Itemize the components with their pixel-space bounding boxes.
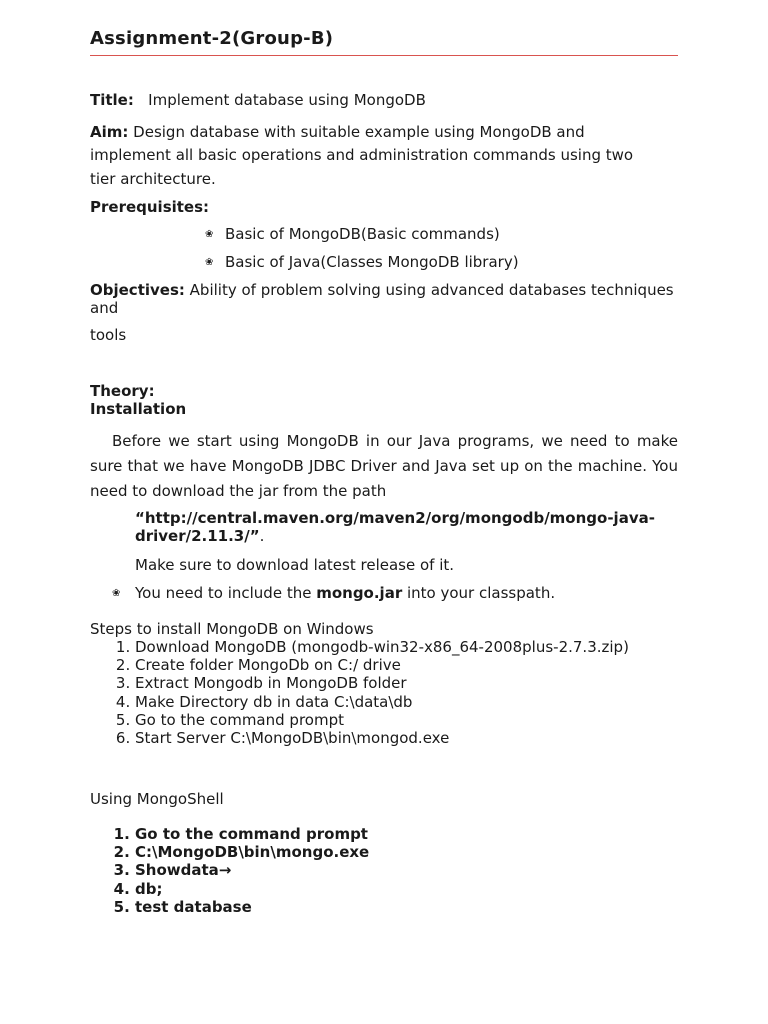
- bullet-icon: ❀: [205, 257, 214, 268]
- aim-text-line-3: tier architecture.: [90, 170, 216, 188]
- list-item: 6. Start Server C:\MongoDB\bin\mongod.exe: [135, 729, 629, 747]
- install-steps-heading: Steps to install MongoDB on Windows: [90, 620, 374, 638]
- title-text: Implement database using MongoDB: [148, 91, 426, 109]
- aim-label: Aim:: [90, 123, 129, 141]
- prerequisites-label: [90, 198, 209, 216]
- theory-label: [90, 382, 155, 400]
- mongoshell-heading: Using MongoShell: [90, 790, 224, 808]
- list-item: 2. C:\MongoDB\bin\mongo.exe: [135, 843, 369, 861]
- aim-row: [90, 123, 585, 141]
- include-jar-text-post: into your classpath.: [402, 584, 556, 602]
- bullet-icon: ❀: [112, 588, 121, 599]
- list-item: 5. test database: [135, 898, 369, 916]
- bullet-icon: ❀: [205, 229, 214, 240]
- objectives-row: [90, 281, 674, 299]
- objectives-text-line-3: tools: [90, 326, 127, 344]
- list-item: 4. db;: [135, 880, 369, 898]
- latest-release-note: Make sure to download latest release of it.: [135, 556, 455, 574]
- include-jar-filename: mongo.jar: [316, 584, 403, 602]
- install-steps-list: [90, 638, 629, 747]
- title-row: [90, 91, 426, 109]
- assignment-heading: Assignment-2(Group-B): [90, 28, 334, 49]
- mongoshell-steps-list: [90, 825, 369, 916]
- aim-text-line-2: implement all basic operations and administration commands using two: [90, 146, 634, 164]
- objectives-label: Objectives:: [90, 281, 185, 299]
- download-url: [135, 509, 680, 545]
- list-item: 3. Showdata→: [135, 861, 369, 879]
- objectives-text-line-1: Ability of problem solving using advanced databases techniques: [189, 281, 674, 299]
- prerequisite-item-text: Basic of MongoDB(Basic commands): [225, 225, 500, 243]
- installation-label-text: Installation: [90, 400, 187, 418]
- heading-divider: [90, 55, 678, 56]
- list-item: 3. Extract Mongodb in MongoDB folder: [135, 674, 629, 692]
- prerequisites-label-text: Prerequisites:: [90, 198, 210, 216]
- list-item: 2. Create folder MongoDb on C:/ drive: [135, 656, 629, 674]
- download-url-line-2: driver/2.11.3/”: [135, 527, 260, 545]
- download-url-line-1: “http://central.maven.org/maven2/org/mongodb/mongo-java-: [135, 509, 655, 527]
- list-item: 1. Download MongoDB (mongodb-win32-x86_64-2008plus-2.7.3.zip): [135, 638, 629, 656]
- include-jar-item: [112, 584, 555, 602]
- aim-text-line-1: Design database with suitable example using MongoDB and: [133, 123, 585, 141]
- prerequisite-item-text: Basic of Java(Classes MongoDB library): [225, 253, 519, 271]
- list-item: 1. Go to the command prompt: [135, 825, 369, 843]
- list-item: 4. Make Directory db in data C:\data\db: [135, 693, 629, 711]
- installation-label: [90, 400, 186, 418]
- theory-paragraph: [90, 429, 678, 504]
- prerequisite-item: [205, 253, 519, 271]
- theory-paragraph-text: Before we start using MongoDB in our Java programs, we need to make sure that we have MongoDB JDBC Driver and Java set up on the machine. You need to download the jar from the path: [90, 432, 678, 500]
- theory-label-text: Theory:: [90, 382, 155, 400]
- objectives-text-line-2: and: [90, 299, 119, 317]
- download-url-period: .: [259, 527, 265, 545]
- list-item: 5. Go to the command prompt: [135, 711, 629, 729]
- prerequisite-item: [205, 225, 500, 243]
- title-label: Title:: [90, 91, 134, 109]
- include-jar-text-pre: You need to include the: [135, 584, 317, 602]
